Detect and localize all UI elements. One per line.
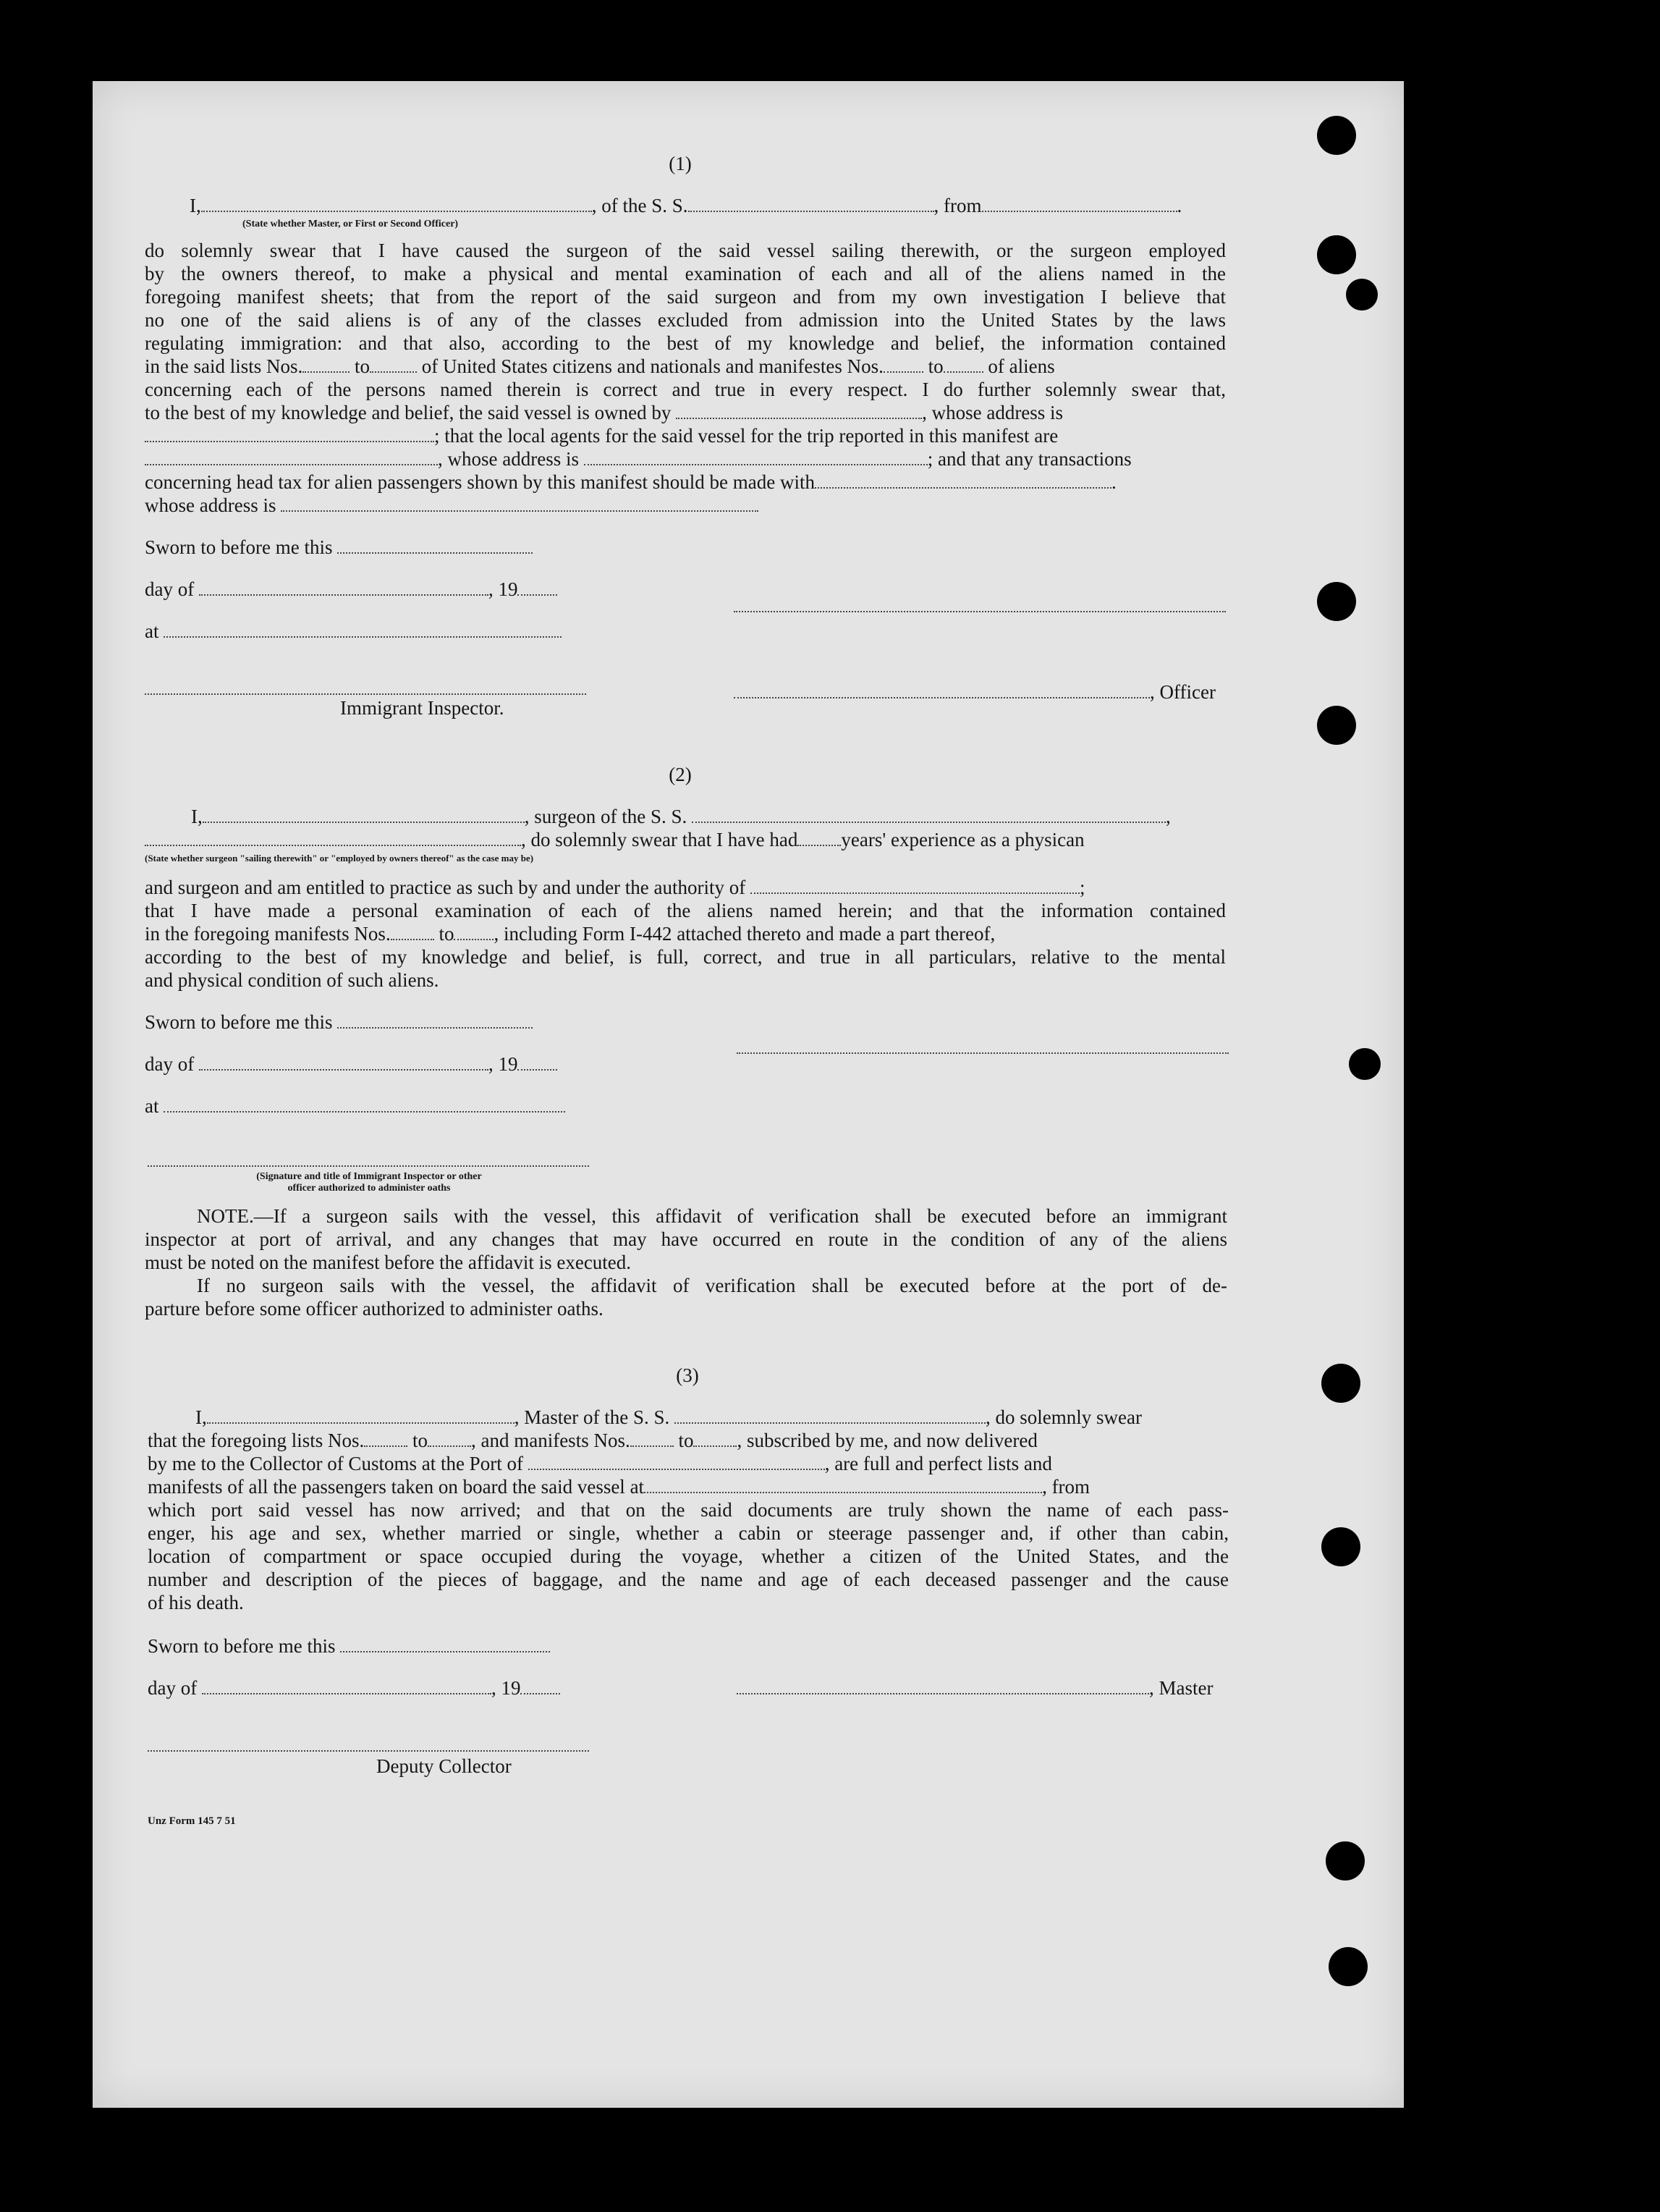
day-of-line-2 bbox=[145, 1052, 557, 1076]
binder-hole bbox=[1349, 1048, 1381, 1080]
section-2-body-line: and physical condition of such aliens. bbox=[145, 969, 439, 991]
sworn-date-field[interactable] bbox=[337, 1011, 533, 1029]
text: , 19 bbox=[488, 1053, 518, 1075]
year-field[interactable] bbox=[520, 1677, 560, 1694]
section-1-body-line: by the owners thereof, to make a physical and mental examination of each and all of the aliens named in the bbox=[145, 263, 1226, 284]
binder-hole bbox=[1326, 1841, 1365, 1880]
text: in the said lists Nos. bbox=[145, 355, 303, 377]
text: ; that the local agents for the said vessel for the trip reported in this manifest are bbox=[434, 425, 1059, 447]
binder-hole bbox=[1317, 235, 1356, 274]
form-number: Unz Form 145 7 51 bbox=[148, 1815, 236, 1827]
officer-note: (State whether Master, or First or Second Officer) bbox=[242, 219, 459, 229]
collector-signature-line[interactable] bbox=[148, 1750, 589, 1752]
authority-field[interactable] bbox=[750, 877, 1080, 894]
section-3-body-line: location of compartment or space occupied during the voyage, whether a citizen of the United States, and the bbox=[148, 1545, 1229, 1567]
text: concerning head tax for alien passengers shown by this manifest should be made with bbox=[145, 471, 816, 493]
immigrant-inspector-label: Immigrant Inspector. bbox=[340, 697, 504, 719]
surgeon-signature-line[interactable] bbox=[737, 1052, 1229, 1054]
text: , of the S. S. bbox=[591, 195, 688, 216]
section-2-line-5 bbox=[145, 922, 995, 945]
text: , Master bbox=[1149, 1677, 1214, 1699]
text: . bbox=[1111, 471, 1117, 493]
text: I, bbox=[190, 195, 201, 216]
section-1-body-line: no one of the said aliens is of any of the classes excluded from admission into the United States by the laws bbox=[145, 309, 1226, 331]
text: to bbox=[678, 1430, 694, 1451]
section-1-lists-line bbox=[145, 355, 1055, 378]
text: day of bbox=[145, 1053, 195, 1075]
text: . bbox=[1177, 195, 1182, 216]
text: , are full and perfect lists and bbox=[824, 1453, 1052, 1474]
place-field[interactable] bbox=[164, 1095, 565, 1113]
master-vessel-field[interactable] bbox=[674, 1406, 986, 1424]
section-1-body-line: regulating immigration: and that also, according to the best of my knowledge and belief, the information contained bbox=[145, 332, 1226, 354]
text: to bbox=[355, 355, 370, 377]
section-3-body-line: number and description of the pieces of baggage, and the name and age of each deceased passenger and the cause bbox=[148, 1569, 1229, 1590]
section-1-body-line: do solemnly swear that I have caused the surgeon of the said vessel sailing therewith, or the surgeon employed bbox=[145, 240, 1226, 261]
section-1-agents-address-line bbox=[145, 447, 1132, 470]
text: , whose address is bbox=[922, 402, 1064, 423]
binder-hole bbox=[1317, 116, 1356, 155]
text: and surgeon and am entitled to practice as such by and under the authority of bbox=[145, 877, 746, 898]
section-3-body-line: enger, his age and sex, whether married or single, whether a cabin or steerage passenger and, if other than cabin, bbox=[148, 1522, 1229, 1544]
text: to bbox=[412, 1430, 428, 1451]
deputy-collector-label: Deputy Collector bbox=[376, 1755, 512, 1777]
text: by me to the Collector of Customs at the Port of bbox=[148, 1453, 523, 1474]
section-2-number: (2) bbox=[669, 764, 692, 785]
section-1-line-1 bbox=[190, 194, 1182, 217]
section-2-body-line: that I have made a personal examination of each of the aliens named herein; and that the information contained bbox=[145, 900, 1226, 921]
section-3-body-line: of his death. bbox=[148, 1592, 244, 1613]
text: , Officer bbox=[1150, 681, 1216, 703]
text: ; bbox=[1080, 877, 1085, 898]
text: Sworn to before me this bbox=[145, 536, 333, 558]
officer-signature-line-1[interactable] bbox=[734, 611, 1226, 612]
embark-port-field[interactable] bbox=[644, 1476, 1042, 1493]
master-signature-field[interactable] bbox=[737, 1677, 1149, 1694]
at-line-1 bbox=[145, 620, 562, 643]
vessel-field[interactable] bbox=[688, 195, 934, 212]
month-field[interactable] bbox=[202, 1677, 491, 1694]
text: at bbox=[145, 620, 159, 642]
text: , whose address is bbox=[438, 448, 579, 470]
section-3-body-line: which port said vessel has now arrived; and that on the said documents are truly shown the name of each pass- bbox=[148, 1499, 1229, 1521]
section-1-body-line: foregoing manifest sheets; that from the report of the said surgeon and from my own investigation I believe that bbox=[145, 286, 1226, 308]
manifests-to-field[interactable] bbox=[693, 1430, 737, 1447]
officer-signature-line bbox=[734, 680, 1216, 704]
owner-field[interactable] bbox=[676, 402, 922, 419]
year-field[interactable] bbox=[517, 1053, 557, 1071]
at-line-2 bbox=[145, 1094, 565, 1118]
text: in the foregoing manifests Nos. bbox=[145, 923, 391, 945]
text: to bbox=[928, 355, 944, 377]
day-of-line-1 bbox=[145, 578, 557, 601]
month-field[interactable] bbox=[199, 1053, 488, 1071]
text: to bbox=[439, 923, 454, 945]
section-3-line-2 bbox=[148, 1429, 1038, 1452]
text: at bbox=[145, 1095, 159, 1117]
officer-field[interactable] bbox=[734, 681, 1150, 698]
section-3-number: (3) bbox=[676, 1364, 699, 1386]
text: day of bbox=[148, 1677, 198, 1699]
signature-note-1: (Signature and title of Immigrant Inspector or other bbox=[256, 1171, 482, 1182]
sworn-line-1 bbox=[145, 536, 533, 559]
binder-hole bbox=[1317, 582, 1356, 621]
text: I, bbox=[191, 806, 203, 827]
text: of United States citizens and nationals and manifestes Nos. bbox=[421, 355, 884, 377]
inspector-signature-line-2[interactable] bbox=[148, 1165, 589, 1167]
owner-address-field[interactable] bbox=[145, 425, 434, 442]
text: , do solemnly swear that I have had bbox=[521, 829, 798, 850]
text: , bbox=[1166, 806, 1171, 827]
manifest-to-field[interactable] bbox=[454, 923, 494, 940]
surgeon-vessel-field[interactable] bbox=[692, 806, 1166, 823]
month-field[interactable] bbox=[199, 578, 488, 596]
section-3-line-3 bbox=[148, 1452, 1052, 1475]
binder-hole bbox=[1321, 1364, 1360, 1403]
text: , surgeon of the S. S. bbox=[524, 806, 687, 827]
text: , do solemnly swear bbox=[985, 1406, 1142, 1428]
section-1-body-line: concerning each of the persons named therein is correct and true in every respect. I do further solemnly swear that, bbox=[145, 379, 1226, 400]
section-2-line-3 bbox=[145, 876, 1085, 899]
port-field[interactable] bbox=[528, 1453, 825, 1470]
text: of aliens bbox=[988, 355, 1055, 377]
years-field[interactable] bbox=[797, 829, 841, 846]
section-1-address-line bbox=[145, 494, 758, 517]
text: to the best of my knowledge and belief, the said vessel is owned by bbox=[145, 402, 672, 423]
day-of-line-3 bbox=[148, 1676, 560, 1700]
text: Sworn to before me this bbox=[148, 1635, 336, 1657]
text: manifests of all the passengers taken on board the said vessel at bbox=[148, 1476, 645, 1498]
text: , 19 bbox=[488, 578, 518, 600]
headtax-address-field[interactable] bbox=[281, 494, 758, 512]
surgeon-status-field[interactable] bbox=[145, 829, 521, 846]
binder-hole bbox=[1317, 706, 1356, 745]
signature-note-2: officer authorized to administer oaths bbox=[287, 1183, 451, 1194]
surgeon-name-field[interactable] bbox=[203, 806, 525, 823]
note-line: NOTE.—If a surgeon sails with the vessel, this affidavit of verification shall be executed before an immigrant bbox=[197, 1205, 1227, 1227]
text: , and manifests Nos. bbox=[470, 1430, 630, 1451]
lists-from-field[interactable] bbox=[364, 1430, 407, 1447]
master-signature-line bbox=[737, 1676, 1213, 1700]
binder-hole bbox=[1329, 1947, 1368, 1986]
text: , including Form I-442 attached thereto and made a part thereof, bbox=[494, 923, 996, 945]
manifests-to-field[interactable] bbox=[944, 355, 983, 373]
sworn-line-2 bbox=[145, 1010, 533, 1034]
text: , subscribed by me, and now delivered bbox=[737, 1430, 1038, 1451]
text: , from bbox=[933, 195, 982, 216]
text: whose address is bbox=[145, 494, 276, 516]
section-2-line-1 bbox=[191, 805, 1171, 828]
lists-from-field[interactable] bbox=[302, 355, 350, 373]
surgeon-status-note: (State whether surgeon "sailing therewith" or "employed by owners thereof" as the case may be) bbox=[145, 853, 534, 864]
sworn-line-3 bbox=[148, 1634, 550, 1658]
text: , from bbox=[1042, 1476, 1091, 1498]
year-field[interactable] bbox=[517, 578, 557, 596]
manifests-from-field[interactable] bbox=[630, 1430, 674, 1447]
text: day of bbox=[145, 578, 195, 600]
section-3-line-4 bbox=[148, 1475, 1090, 1498]
section-1-owner-line bbox=[145, 401, 1063, 424]
sworn-date-field[interactable] bbox=[337, 536, 533, 554]
section-1-number: (1) bbox=[669, 153, 692, 174]
from-field[interactable] bbox=[982, 195, 1177, 212]
binder-hole bbox=[1346, 279, 1378, 311]
lists-to-field[interactable] bbox=[370, 355, 417, 373]
headtax-field[interactable] bbox=[815, 471, 1111, 489]
binder-hole bbox=[1321, 1527, 1360, 1566]
agents-address-field[interactable] bbox=[584, 448, 928, 465]
note-line: If no surgeon sails with the vessel, the affidavit of verification shall be executed before at the port of de- bbox=[197, 1275, 1227, 1296]
text: , 19 bbox=[491, 1677, 521, 1699]
agents-field[interactable] bbox=[145, 448, 438, 465]
text: , Master of the S. S. bbox=[514, 1406, 670, 1428]
text: years' experience as a physican bbox=[841, 829, 1085, 850]
section-2-line-2 bbox=[145, 828, 1085, 851]
section-3-line-1 bbox=[195, 1406, 1142, 1429]
sworn-date-field[interactable] bbox=[340, 1635, 550, 1652]
text: that the foregoing lists Nos. bbox=[148, 1430, 365, 1451]
name-field[interactable] bbox=[201, 195, 592, 212]
place-field[interactable] bbox=[164, 620, 562, 638]
lists-to-field[interactable] bbox=[428, 1430, 471, 1447]
note-line: must be noted on the manifest before the affidavit is executed. bbox=[145, 1251, 632, 1273]
note-line: inspector at port of arrival, and any changes that may have occurred en route in the condition of any of the aliens bbox=[145, 1228, 1227, 1250]
text: I, bbox=[195, 1406, 207, 1428]
section-2-body-line: according to the best of my knowledge and belief, is full, correct, and true in all particulars, relative to the mental bbox=[145, 946, 1226, 968]
master-name-field[interactable] bbox=[207, 1406, 514, 1424]
section-1-agents-line bbox=[145, 424, 1058, 447]
manifests-from-field[interactable] bbox=[884, 355, 923, 373]
inspector-signature-line[interactable] bbox=[145, 693, 586, 695]
text: ; and that any transactions bbox=[927, 448, 1132, 470]
text: Sworn to before me this bbox=[145, 1011, 333, 1033]
manifest-from-field[interactable] bbox=[391, 923, 434, 940]
section-1-headtax-line bbox=[145, 470, 1117, 494]
note-line: parture before some officer authorized to administer oaths. bbox=[145, 1298, 604, 1320]
